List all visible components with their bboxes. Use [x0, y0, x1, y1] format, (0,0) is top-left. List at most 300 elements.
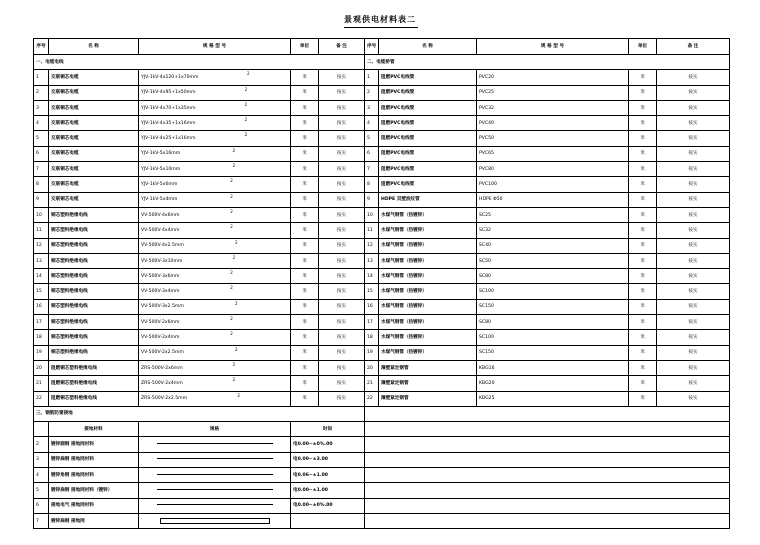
- ground-row-no: 4: [34, 468, 49, 483]
- row-right-unit: 米: [629, 238, 657, 253]
- row-right-unit: 米: [629, 100, 657, 115]
- row-right-remark: 按实: [657, 85, 730, 100]
- row-right-remark: 按实: [657, 269, 730, 284]
- spec-text: YJV-1kV-4x25+1x16mm: [141, 136, 196, 142]
- row-left-name: 交联铜芯电缆: [49, 162, 139, 177]
- row-right-name: 薄壁紧定钢管: [379, 391, 477, 406]
- row-left-spec: [139, 253, 291, 268]
- row-right-unit: 米: [629, 315, 657, 330]
- ground-header-name: 接地材料: [49, 422, 139, 437]
- row-right-name: 阻燃PVC电线管: [379, 100, 477, 115]
- row-left-no: 19: [34, 345, 49, 360]
- row-right-unit: 米: [629, 177, 657, 192]
- row-left-remark: 按实: [319, 100, 365, 115]
- spec-superscript: 2: [230, 193, 233, 199]
- row-left-spec: [139, 299, 291, 314]
- row-right-unit: 米: [629, 70, 657, 85]
- row-right-remark: 按实: [657, 192, 730, 207]
- ground-row-blank: [365, 513, 730, 528]
- row-right-name: 薄壁紧定钢管: [379, 360, 477, 375]
- ground-header-spec: 规格: [139, 422, 291, 437]
- row-right-unit: 米: [629, 253, 657, 268]
- row-left-unit: 米: [291, 391, 319, 406]
- row-left-name: 交联铜芯电缆: [49, 70, 139, 85]
- row-right-no: 18: [365, 330, 379, 345]
- spec-text: VV-500V-2x4mm: [141, 334, 180, 340]
- spec-superscript: 2: [237, 392, 240, 398]
- row-left-name: 交联铜芯电缆: [49, 100, 139, 115]
- spec-text: VV-500V-2x6mm: [141, 319, 180, 325]
- spec-superscript: 2: [230, 316, 233, 322]
- row-left-no: 10: [34, 207, 49, 222]
- table-row: [34, 269, 730, 284]
- ground-row: [34, 483, 730, 498]
- spec-superscript: 2: [235, 300, 238, 306]
- row-left-no: 11: [34, 223, 49, 238]
- row-left-remark: 按实: [319, 253, 365, 268]
- row-left-name: 交联铜芯电缆: [49, 131, 139, 146]
- table-row: [34, 162, 730, 177]
- spec-text: VV-500V-3x2.5mm: [141, 304, 184, 310]
- row-left-remark: 按实: [319, 238, 365, 253]
- row-right-spec: PVC32: [477, 100, 629, 115]
- row-right-name: 阻燃PVC电线管: [379, 131, 477, 146]
- ground-header-row: [34, 422, 730, 437]
- row-right-remark: 按实: [657, 299, 730, 314]
- row-right-unit: 米: [629, 162, 657, 177]
- row-left-spec: [139, 131, 291, 146]
- header-right-remark: 备 注: [657, 39, 730, 55]
- row-right-name: 水煤气钢管（热镀锌）: [379, 223, 477, 238]
- row-left-spec: [139, 207, 291, 222]
- row-left-name: 交联铜芯电缆: [49, 85, 139, 100]
- table-row: [34, 207, 730, 222]
- row-right-remark: 按实: [657, 116, 730, 131]
- header-right-spec: 规 格 型 号: [477, 39, 629, 55]
- row-left-unit: 米: [291, 315, 319, 330]
- row-left-remark: 按实: [319, 269, 365, 284]
- row-right-remark: 按实: [657, 360, 730, 375]
- row-left-spec: [139, 360, 291, 375]
- row-left-unit: 米: [291, 207, 319, 222]
- row-left-spec: [139, 284, 291, 299]
- table-row: [34, 85, 730, 100]
- row-right-no: 1: [365, 70, 379, 85]
- table-row: [34, 146, 730, 161]
- ground-row-note: 电0.00~±1.00: [291, 483, 365, 498]
- row-left-unit: 米: [291, 330, 319, 345]
- spec-text: YJV-1kV-5x16mm: [141, 151, 181, 157]
- ground-row-no: 7: [34, 513, 49, 528]
- table-row: [34, 284, 730, 299]
- spec-text: VV-500V-3x10mm: [141, 258, 183, 264]
- spec-text: VV-500V-4x2.5mm: [141, 243, 184, 249]
- table-row: [34, 192, 730, 207]
- row-left-remark: 按实: [319, 360, 365, 375]
- row-right-remark: 按实: [657, 177, 730, 192]
- table-row: [34, 330, 730, 345]
- row-left-unit: 米: [291, 131, 319, 146]
- ground-spec-line: [157, 504, 273, 505]
- row-right-name: 阻燃PVC电线管: [379, 70, 477, 85]
- ground-row-blank: [365, 483, 730, 498]
- row-left-spec: [139, 116, 291, 131]
- table-header-row: [34, 39, 730, 55]
- spec-superscript: 2: [230, 270, 233, 276]
- row-left-unit: 米: [291, 269, 319, 284]
- section-left-title: 一、电缆电线: [34, 55, 365, 70]
- row-right-spec: PVC25: [477, 85, 629, 100]
- spec-text: YJV-1kV-4x95+1x50mm: [141, 90, 196, 96]
- header-right-no: 序号: [365, 39, 379, 55]
- row-left-name: 铜芯塑料绝缘电线: [49, 223, 139, 238]
- row-left-name: 交联铜芯电缆: [49, 146, 139, 161]
- row-right-remark: 按实: [657, 223, 730, 238]
- ground-spec-line: [157, 474, 273, 475]
- row-left-spec: [139, 177, 291, 192]
- row-right-no: 16: [365, 299, 379, 314]
- row-right-unit: 米: [629, 269, 657, 284]
- row-left-name: 阻燃铜芯塑料绝缘电线: [49, 376, 139, 391]
- spec-superscript: 2: [232, 147, 236, 153]
- row-right-spec: PVC40: [477, 116, 629, 131]
- row-left-name: 铜芯塑料绝缘电线: [49, 330, 139, 345]
- row-left-spec: [139, 146, 291, 161]
- row-left-unit: 米: [291, 146, 319, 161]
- spec-superscript: 2: [235, 239, 238, 245]
- row-left-no: 5: [34, 131, 49, 146]
- row-right-no: 8: [365, 177, 379, 192]
- row-left-no: 6: [34, 146, 49, 161]
- row-right-no: 10: [365, 207, 379, 222]
- row-left-unit: 米: [291, 223, 319, 238]
- row-right-spec: KBG25: [477, 391, 629, 406]
- spec-superscript: 2: [244, 101, 248, 107]
- table-body: [34, 39, 730, 529]
- table-row: [34, 253, 730, 268]
- row-left-spec: [139, 223, 291, 238]
- row-right-spec: PVC20: [477, 70, 629, 85]
- ground-row-note: 电0.06~±1.00: [291, 468, 365, 483]
- ground-row-spec: [139, 437, 291, 452]
- row-right-name: 水煤气钢管（热镀锌）: [379, 284, 477, 299]
- row-right-name: 水煤气钢管（热镀锌）: [379, 299, 477, 314]
- table-row: [34, 131, 730, 146]
- row-right-no: 15: [365, 284, 379, 299]
- row-left-spec: [139, 345, 291, 360]
- spec-text: YJV-1kV-4x70+1x35mm: [141, 105, 196, 111]
- table-row: [34, 238, 730, 253]
- row-right-unit: 米: [629, 116, 657, 131]
- row-left-unit: 米: [291, 284, 319, 299]
- row-right-spec: SC40: [477, 238, 629, 253]
- row-right-unit: 米: [629, 192, 657, 207]
- ground-row-spec: [139, 452, 291, 467]
- section-row: [34, 55, 730, 70]
- spec-superscript: 2: [230, 208, 233, 214]
- row-right-no: 4: [365, 116, 379, 131]
- row-left-no: 16: [34, 299, 49, 314]
- ground-row-name: 镀锌扁钢 接地网: [49, 513, 139, 528]
- row-left-unit: 米: [291, 85, 319, 100]
- ground-row-blank: [365, 468, 730, 483]
- row-right-remark: 按实: [657, 131, 730, 146]
- header-left-name: 名 称: [49, 39, 139, 55]
- row-left-no: 14: [34, 269, 49, 284]
- row-left-unit: 米: [291, 345, 319, 360]
- ground-row: [34, 468, 730, 483]
- row-right-no: 21: [365, 376, 379, 391]
- row-right-name: 水煤气钢管（热镀锌）: [379, 330, 477, 345]
- row-left-spec: [139, 162, 291, 177]
- row-left-remark: 按实: [319, 116, 365, 131]
- row-right-remark: 按实: [657, 376, 730, 391]
- row-left-unit: 米: [291, 299, 319, 314]
- row-left-spec: [139, 269, 291, 284]
- row-right-unit: 米: [629, 376, 657, 391]
- row-right-spec: PVC65: [477, 146, 629, 161]
- row-right-no: 20: [365, 360, 379, 375]
- row-right-spec: SC50: [477, 253, 629, 268]
- row-right-unit: 米: [629, 284, 657, 299]
- row-left-unit: 米: [291, 238, 319, 253]
- row-left-remark: 按实: [319, 162, 365, 177]
- section-row: [34, 406, 730, 421]
- row-left-name: 铜芯塑料绝缘电线: [49, 269, 139, 284]
- ground-row-name: 接地电气 接地网材料: [49, 498, 139, 513]
- row-left-spec: [139, 315, 291, 330]
- row-left-remark: 按实: [319, 131, 365, 146]
- ground-spec-line: [160, 518, 270, 524]
- row-right-name: HDPE 双壁波纹管: [379, 192, 477, 207]
- ground-spec-line: [157, 458, 273, 459]
- ground-row-note: [291, 513, 365, 528]
- row-left-unit: 米: [291, 253, 319, 268]
- row-left-remark: 按实: [319, 192, 365, 207]
- row-left-name: 阻燃铜芯塑料绝缘电线: [49, 360, 139, 375]
- row-left-unit: 米: [291, 70, 319, 85]
- ground-row-no: 2: [34, 437, 49, 452]
- spec-superscript: 2: [230, 331, 233, 337]
- ground-row-note: 电0.00~±0%.00: [291, 498, 365, 513]
- row-left-spec: [139, 85, 291, 100]
- row-right-name: 阻燃PVC电线管: [379, 177, 477, 192]
- row-left-name: 铜芯塑料绝缘电线: [49, 253, 139, 268]
- spec-superscript: 2: [244, 86, 248, 92]
- row-left-name: 交联铜芯电缆: [49, 177, 139, 192]
- row-right-spec: SC80: [477, 315, 629, 330]
- spec-superscript: 2: [244, 117, 248, 123]
- row-left-name: 铜芯塑料绝缘电线: [49, 315, 139, 330]
- row-right-no: 12: [365, 238, 379, 253]
- row-left-no: 22: [34, 391, 49, 406]
- row-left-unit: 米: [291, 100, 319, 115]
- row-right-name: 薄壁紧定钢管: [379, 376, 477, 391]
- ground-row: [34, 437, 730, 452]
- row-right-spec: SC150: [477, 345, 629, 360]
- row-left-no: 13: [34, 253, 49, 268]
- page-title: 景观供电材料表二: [344, 15, 416, 24]
- header-right-name: 名 称: [379, 39, 477, 55]
- spec-text: VV-500V-2x2.5mm: [141, 350, 184, 356]
- row-right-no: 17: [365, 315, 379, 330]
- spec-superscript: 2: [232, 163, 236, 169]
- table-row: [34, 223, 730, 238]
- row-right-name: 水煤气钢管（热镀锌）: [379, 345, 477, 360]
- row-right-spec: PVC100: [477, 177, 629, 192]
- row-right-name: 水煤气钢管（热镀锌）: [379, 238, 477, 253]
- ground-row-spec: [139, 498, 291, 513]
- row-left-name: 铜芯塑料绝缘电线: [49, 238, 139, 253]
- row-left-unit: 米: [291, 360, 319, 375]
- row-left-no: 9: [34, 192, 49, 207]
- ground-row-name: 镀锌角钢 接地网材料: [49, 468, 139, 483]
- ground-row-spec: [139, 483, 291, 498]
- ground-row-blank: [365, 498, 730, 513]
- row-left-remark: 按实: [319, 299, 365, 314]
- row-right-remark: 按实: [657, 284, 730, 299]
- row-right-remark: 按实: [657, 70, 730, 85]
- row-right-spec: SC80: [477, 269, 629, 284]
- row-right-name: 水煤气钢管（热镀锌）: [379, 269, 477, 284]
- row-left-name: 铜芯塑料绝缘电线: [49, 299, 139, 314]
- spec-text: VV-500V-3x4mm: [141, 289, 180, 295]
- spec-superscript: 2: [230, 224, 233, 230]
- section-bottom-blank: [365, 406, 730, 421]
- ground-row-spec: [139, 468, 291, 483]
- table-row: [34, 116, 730, 131]
- row-right-name: 水煤气钢管（热镀锌）: [379, 207, 477, 222]
- ground-header-rate: 时间: [291, 422, 365, 437]
- header-left-remark: 备 注: [319, 39, 365, 55]
- row-right-name: 阻燃PVC电线管: [379, 162, 477, 177]
- spec-text: ZRS-500V-2x2.5mm: [141, 396, 188, 402]
- row-left-name: 铜芯塑料绝缘电线: [49, 345, 139, 360]
- table-row: [34, 100, 730, 115]
- row-left-unit: 米: [291, 177, 319, 192]
- spec-text: YJV-1kV-5x6mm: [141, 182, 178, 188]
- row-left-name: 阻燃铜芯塑料绝缘电线: [49, 391, 139, 406]
- row-left-remark: 按实: [319, 146, 365, 161]
- row-right-remark: 按实: [657, 146, 730, 161]
- row-left-remark: 按实: [319, 345, 365, 360]
- header-right-unit: 单位: [629, 39, 657, 55]
- table-row: [34, 345, 730, 360]
- ground-blank: [365, 422, 730, 437]
- row-right-no: 3: [365, 100, 379, 115]
- row-left-remark: 按实: [319, 330, 365, 345]
- spec-text: ZRS-500V-2x4mm: [141, 380, 183, 386]
- row-right-no: 14: [365, 269, 379, 284]
- row-left-no: 17: [34, 315, 49, 330]
- row-right-spec: HDPE Φ50: [477, 192, 629, 207]
- ground-row: [34, 513, 730, 528]
- row-left-no: 3: [34, 100, 49, 115]
- row-right-spec: SC32: [477, 223, 629, 238]
- row-right-name: 阻燃PVC电线管: [379, 116, 477, 131]
- ground-spec-line: [157, 443, 273, 444]
- spec-text: YJV-1kV-4x120+1x70mm: [141, 74, 199, 80]
- row-left-no: 20: [34, 360, 49, 375]
- row-right-no: 9: [365, 192, 379, 207]
- title-underline: [344, 27, 418, 28]
- row-right-name: 水煤气钢管（热镀锌）: [379, 253, 477, 268]
- row-right-remark: 按实: [657, 253, 730, 268]
- ground-row-name: 镀锌扁钢 接地网材料: [49, 452, 139, 467]
- spec-text: ZRS-500V-2x6mm: [141, 365, 183, 371]
- spec-superscript: 2: [232, 361, 236, 367]
- row-left-no: 2: [34, 85, 49, 100]
- row-right-remark: 按实: [657, 100, 730, 115]
- row-right-name: 阻燃PVC电线管: [379, 85, 477, 100]
- header-left-no: 序号: [34, 39, 49, 55]
- row-left-no: 1: [34, 70, 49, 85]
- spec-superscript: 2: [235, 346, 238, 352]
- row-left-unit: 米: [291, 116, 319, 131]
- spec-superscript: 2: [232, 377, 236, 383]
- row-right-no: 2: [365, 85, 379, 100]
- ground-row-blank: [365, 437, 730, 452]
- row-right-no: 19: [365, 345, 379, 360]
- table-row: [34, 360, 730, 375]
- row-left-remark: 按实: [319, 85, 365, 100]
- row-left-remark: 按实: [319, 223, 365, 238]
- materials-table: [33, 38, 730, 529]
- table-row: [34, 70, 730, 85]
- row-left-unit: 米: [291, 162, 319, 177]
- row-right-spec: SC100: [477, 330, 629, 345]
- row-left-no: 7: [34, 162, 49, 177]
- row-left-spec: [139, 100, 291, 115]
- ground-row-no: 5: [34, 483, 49, 498]
- row-left-unit: 米: [291, 192, 319, 207]
- row-left-name: 铜芯塑料绝缘电线: [49, 284, 139, 299]
- row-right-remark: 按实: [657, 238, 730, 253]
- row-right-no: 11: [365, 223, 379, 238]
- ground-row: [34, 452, 730, 467]
- row-left-spec: [139, 330, 291, 345]
- row-right-no: 7: [365, 162, 379, 177]
- row-right-unit: 米: [629, 360, 657, 375]
- spec-superscript: 2: [230, 285, 233, 291]
- row-left-remark: 按实: [319, 70, 365, 85]
- header-left-unit: 单位: [291, 39, 319, 55]
- row-right-spec: KBG16: [477, 360, 629, 375]
- row-right-unit: 米: [629, 131, 657, 146]
- ground-row-name: 镀锌圆钢 接地网材料: [49, 437, 139, 452]
- spec-text: YJV-1kV-5x4mm: [141, 197, 178, 203]
- row-right-remark: 按实: [657, 330, 730, 345]
- ground-row-spec: [139, 513, 291, 528]
- row-right-unit: 米: [629, 207, 657, 222]
- header-left-spec: 规 格 型 号: [139, 39, 291, 55]
- row-right-remark: 按实: [657, 207, 730, 222]
- ground-row: [34, 498, 730, 513]
- ground-row-name: 镀锌扁钢 接地网材料（镀锌）: [49, 483, 139, 498]
- row-left-no: 8: [34, 177, 49, 192]
- section-right-title: 二、电缆桥管: [365, 55, 730, 70]
- ground-row-note: 电0.00~±0%.00: [291, 437, 365, 452]
- row-right-no: 22: [365, 391, 379, 406]
- table-row: [34, 299, 730, 314]
- row-right-spec: KBG20: [477, 376, 629, 391]
- ground-row-note: 电0.00~±3.00: [291, 452, 365, 467]
- ground-no: [34, 422, 49, 437]
- spec-text: VV-500V-3x6mm: [141, 273, 180, 279]
- row-right-name: 阻燃PVC电线管: [379, 146, 477, 161]
- row-right-no: 6: [365, 146, 379, 161]
- row-right-spec: PVC80: [477, 162, 629, 177]
